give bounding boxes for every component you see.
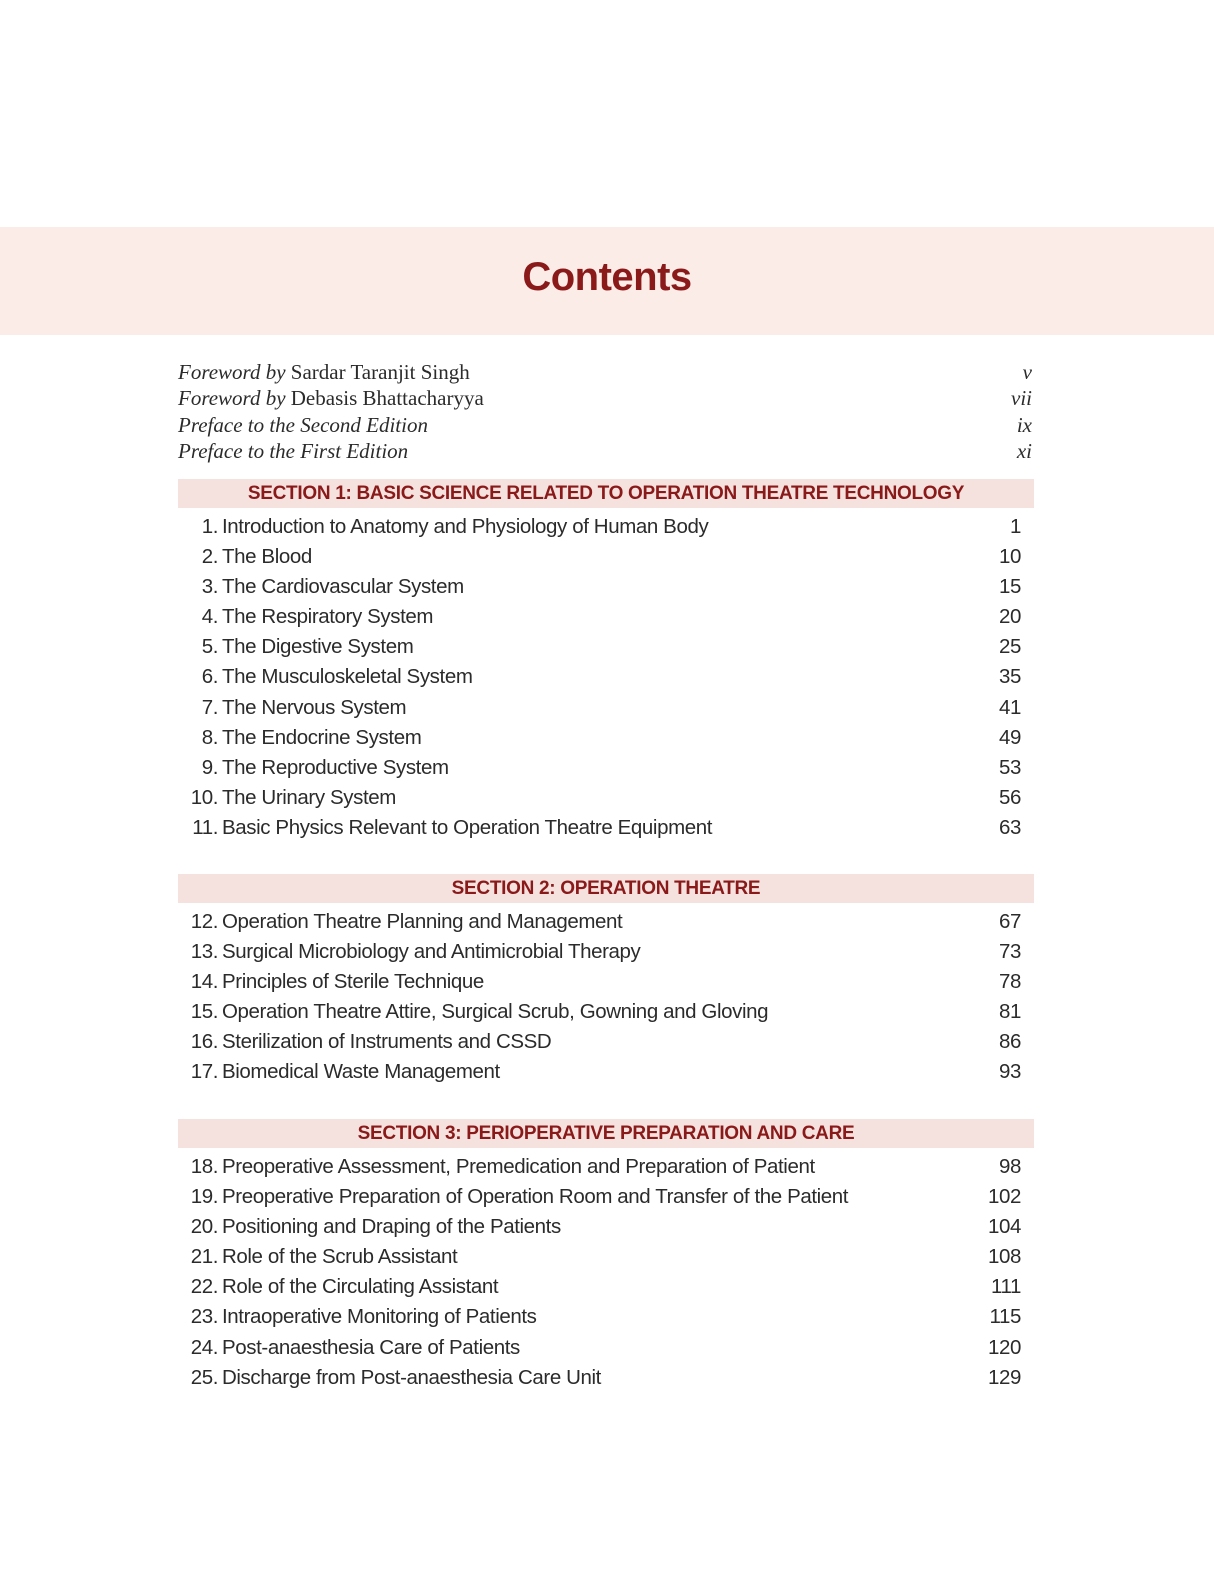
front-matter-item[interactable] <box>178 386 1032 412</box>
chapter-page: 53 <box>998 755 1021 779</box>
chapter-number: 12. <box>190 910 218 933</box>
front-matter-label-italic: Foreword by <box>178 360 286 384</box>
chapter-list-section-2 <box>178 910 1021 1091</box>
chapter-number: 4. <box>201 605 218 629</box>
front-matter-label-plain: Debasis Bhattacharyya <box>290 386 484 411</box>
chapter-page: 111 <box>991 1275 1021 1299</box>
chapter-number: 7. <box>201 695 218 719</box>
chapter-title: The Nervous System <box>222 695 407 719</box>
chapter-page: 63 <box>998 815 1021 839</box>
front-matter-page: ix <box>1016 412 1032 437</box>
chapter-title: Intraoperative Monitoring of Patients <box>222 1305 537 1329</box>
chapter-number: 2. <box>201 545 218 569</box>
chapter-title: Operation Theatre Attire, Surgical Scrub, Gowning and Gloving <box>222 1000 769 1024</box>
chapter-page: 108 <box>987 1245 1021 1269</box>
chapter-number: 14. <box>190 970 218 994</box>
chapter-number: 5. <box>201 635 218 659</box>
chapter-page: 10 <box>998 545 1021 569</box>
chapter-title: The Digestive System <box>222 635 414 659</box>
chapter-number: 21. <box>190 1245 218 1269</box>
chapter-title: Preoperative Assessment, Premedication and Preparation of Patient <box>222 1155 815 1178</box>
chapter-entry[interactable] <box>178 1060 1021 1090</box>
chapter-title: Basic Physics Relevant to Operation Theatre Equipment <box>222 815 713 839</box>
chapter-number: 10. <box>190 785 218 809</box>
chapter-entry[interactable] <box>178 635 1021 665</box>
chapter-number: 24. <box>190 1335 218 1359</box>
chapter-title: Principles of Sterile Technique <box>222 970 484 994</box>
chapter-title: Preoperative Preparation of Operation Room and Transfer of the Patient <box>222 1185 849 1209</box>
chapter-entry[interactable] <box>178 1155 1021 1185</box>
chapter-title: Introduction to Anatomy and Physiology of Human Body <box>222 515 709 538</box>
title-band <box>0 227 1214 335</box>
chapter-entry[interactable] <box>178 1366 1021 1396</box>
chapter-number: 19. <box>190 1185 218 1209</box>
chapter-entry[interactable] <box>178 1185 1021 1215</box>
chapter-page: 1 <box>1009 515 1021 538</box>
chapter-list-section-1 <box>178 515 1021 846</box>
chapter-entry[interactable] <box>178 756 1021 786</box>
chapter-title: Biomedical Waste Management <box>222 1060 500 1084</box>
chapter-title: The Respiratory System <box>222 605 434 629</box>
chapter-title: Sterilization of Instruments and CSSD <box>222 1030 552 1054</box>
front-matter-item[interactable] <box>178 360 1032 386</box>
chapter-entry[interactable] <box>178 726 1021 756</box>
chapter-title: The Blood <box>222 545 312 569</box>
front-matter-label-italic: Preface to the First Edition <box>178 438 409 463</box>
chapter-page: 86 <box>998 1030 1021 1054</box>
chapter-page: 25 <box>998 635 1021 659</box>
chapter-entry[interactable] <box>178 665 1021 695</box>
chapter-title: Operation Theatre Planning and Management <box>222 910 623 933</box>
chapter-entry[interactable] <box>178 515 1021 545</box>
chapter-entry[interactable] <box>178 1000 1021 1030</box>
chapter-list-section-3 <box>178 1155 1021 1396</box>
chapter-title: Discharge from Post-anaesthesia Care Unit <box>222 1365 601 1389</box>
chapter-entry[interactable] <box>178 1215 1021 1245</box>
chapter-page: 20 <box>998 605 1021 629</box>
chapter-entry[interactable] <box>178 1336 1021 1366</box>
chapter-page: 120 <box>987 1335 1021 1359</box>
chapter-number: 6. <box>201 665 218 689</box>
front-matter-label-italic: Preface to the Second Edition <box>178 412 428 437</box>
chapter-page: 73 <box>998 940 1021 964</box>
chapter-number: 23. <box>190 1305 218 1329</box>
chapter-number: 11. <box>192 815 218 839</box>
chapter-title: The Reproductive System <box>222 755 449 779</box>
front-matter-page: vii <box>1011 386 1032 411</box>
chapter-page: 49 <box>998 725 1021 749</box>
chapter-number: 8. <box>201 725 218 749</box>
chapter-entry[interactable] <box>178 1245 1021 1275</box>
chapter-page: 102 <box>987 1185 1021 1209</box>
chapter-page: 129 <box>987 1365 1021 1389</box>
chapter-page: 56 <box>998 785 1021 809</box>
chapter-number: 15. <box>190 1000 218 1024</box>
chapter-number: 18. <box>190 1155 218 1178</box>
chapter-page: 35 <box>998 665 1021 689</box>
section-heading-3: SECTION 3: PERIOPERATIVE PREPARATION AND CARE <box>178 1119 1034 1148</box>
chapter-entry[interactable] <box>178 1275 1021 1305</box>
chapter-number: 17. <box>190 1060 218 1084</box>
chapter-page: 93 <box>998 1060 1021 1084</box>
chapter-number: 9. <box>201 755 218 779</box>
chapter-entry[interactable] <box>178 605 1021 635</box>
chapter-entry[interactable] <box>178 970 1021 1000</box>
front-matter-list <box>178 360 1032 465</box>
chapter-page: 67 <box>998 910 1021 933</box>
chapter-page: 15 <box>998 575 1021 599</box>
chapter-number: 13. <box>190 940 218 964</box>
front-matter-page: xi <box>1016 438 1032 463</box>
chapter-title: The Endocrine System <box>222 725 422 749</box>
chapter-entry[interactable] <box>178 545 1021 575</box>
page-title: Contents <box>522 255 692 299</box>
chapter-page: 81 <box>998 1000 1021 1024</box>
chapter-number: 16. <box>190 1030 218 1054</box>
chapter-title: Post-anaesthesia Care of Patients <box>222 1335 520 1359</box>
chapter-number: 22. <box>190 1275 218 1299</box>
chapter-entry[interactable] <box>178 1305 1021 1335</box>
chapter-title: The Musculoskeletal System <box>222 665 473 689</box>
chapter-number: 3. <box>201 575 218 599</box>
section-heading-2: SECTION 2: OPERATION THEATRE <box>178 874 1034 903</box>
chapter-entry[interactable] <box>178 1030 1021 1060</box>
chapter-title: The Urinary System <box>222 785 396 809</box>
chapter-title: Positioning and Draping of the Patients <box>222 1215 561 1239</box>
chapter-title: Role of the Circulating Assistant <box>222 1275 499 1299</box>
front-matter-item[interactable] <box>178 413 1032 439</box>
chapter-entry[interactable] <box>178 940 1021 970</box>
front-matter-page: v <box>1022 360 1032 384</box>
chapter-title: Surgical Microbiology and Antimicrobial Therapy <box>222 940 641 964</box>
front-matter-label-plain: Sardar Taranjit Singh <box>290 360 470 384</box>
chapter-page: 78 <box>998 970 1021 994</box>
chapter-number: 20. <box>190 1215 218 1239</box>
chapter-page: 41 <box>998 695 1021 719</box>
front-matter-item[interactable] <box>178 439 1032 465</box>
chapter-title: The Cardiovascular System <box>222 575 464 599</box>
chapter-entry[interactable] <box>178 816 1021 846</box>
chapter-number: 25. <box>190 1365 218 1389</box>
front-matter-label-italic: Foreword by <box>178 386 286 411</box>
chapter-page: 104 <box>987 1215 1021 1239</box>
chapter-number: 1. <box>201 515 218 538</box>
chapter-title: Role of the Scrub Assistant <box>222 1245 458 1269</box>
chapter-page: 98 <box>998 1155 1021 1178</box>
section-heading-1: SECTION 1: BASIC SCIENCE RELATED TO OPERATION THEATRE TECHNOLOGY <box>178 479 1034 508</box>
chapter-entry[interactable] <box>178 696 1021 726</box>
chapter-page: 115 <box>989 1305 1021 1329</box>
chapter-entry[interactable] <box>178 910 1021 940</box>
chapter-entry[interactable] <box>178 575 1021 605</box>
chapter-entry[interactable] <box>178 786 1021 816</box>
